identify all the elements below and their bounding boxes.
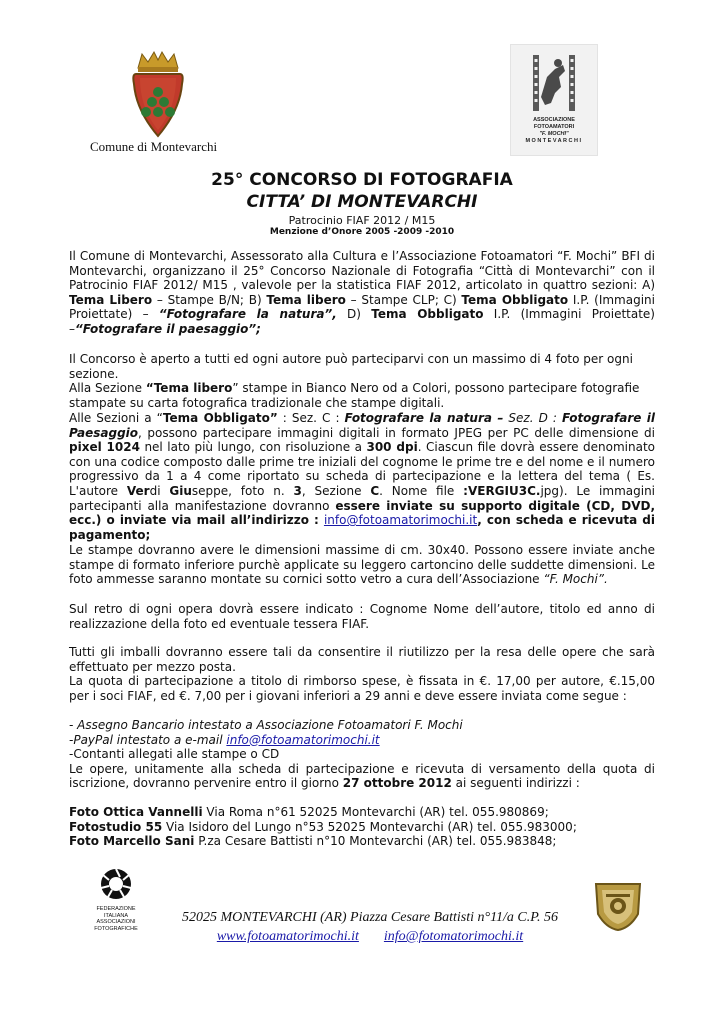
fiaf-text-line: FEDERAZIONE — [96, 906, 136, 912]
footer-address: 52025 MONTEVARCHI (AR) Piazza Cesare Battisti n°11/a C.P. 56 — [181, 910, 559, 925]
address-item: Fotostudio 55 Via Isidoro del Lungo n°53 52025 Montevarchi (AR) tel. 055.983000; — [69, 819, 577, 834]
assoc-logo-line: "F. MOCHI" — [539, 131, 569, 137]
comune-caption: Comune di Montevarchi — [90, 139, 218, 154]
intro-paragraph: Il Comune di Montevarchi, Assessorato alla Cultura e l’Associazione Fotoamatori “F. Mochi” BFI di Montevarchi, organizzano il 25° Concorso Nazionale di Fotografia “Città di Montevarchi” con il Patrocinio FIAF 2012/ M15 , valevole per la statistica FIAF 2012, articolato in quattro sezioni: A) Tema Libero – Stampe B/N; B) Tema libero – Stampe CLP; C) Tema Obbligato I.P. (Immagini Proiettate) – “Fotografare la natura”, D) Tema Obbligato I.P. (Immagini Proiettate) –“Fotografare il paesaggio”; — [69, 249, 655, 336]
fiaf-seal-logo — [590, 876, 646, 932]
assoc-logo-line: MONTEVARCHI — [525, 138, 583, 144]
address-list — [69, 805, 669, 849]
contest-email-link[interactable]: info@fotoamatorimochi.it — [323, 513, 478, 528]
fiaf-logo-left — [84, 866, 148, 938]
address-item: Foto Marcello Sani P.za Cesare Battisti n°10 Montevarchi (AR) tel. 055.983848; — [69, 834, 557, 849]
sections-paragraph: Alle Sezioni a “Tema Obbligato” : Sez. C : Fotografare la natura – Sez. D : Fotografare il Paesaggio, possono partecipare immagini digitali in formato JPEG per PC delle dimensione di pixel 1024 nel lato più lungo, con risoluzione a 300 dpi. Ciascun file dovrà essere denominato con una codice composto dalle prime tre iniziali del cognome le prime tre e del nome e il numero progressivo da 1 a 4 come riportato su scheda di partecipazione e la lettera del tema ( Es. L'autore Verdi Giuseppe, foto n. 3, Sezione C. Nome file :VERGIU3C.jpg). Le immagini partecipanti alla manifestazione dovranno essere inviate su supporto digitale (CD, DVD, ecc.) o inviate via mail all’indirizzo : info@fotoamatorimochi.it, con scheda e ricevuta di pagamento; — [69, 411, 656, 542]
fiaf-text-line: ITALIANA — [103, 912, 129, 919]
association-logo — [510, 44, 598, 156]
paypal-email-link[interactable]: info@fotoamatorimochi.it — [226, 732, 380, 747]
participation-paragraph: Il Concorso è aperto a tutti ed ogni autore può parteciparvi con un massimo di 4 foto per ogni sezione. Alla Sezione “Tema libero” stampe in Bianco Nero od a Colori, possono partecipare fotografie stampate su carta fotografica tradizionale che stampe digitali. — [69, 352, 640, 410]
fiaf-text-line: FOTOGRAFICHE — [94, 925, 138, 932]
fiaf-text-line: ASSOCIAZIONI — [96, 919, 136, 925]
patrocinio-label: Patrocinio FIAF 2012 / M15 — [288, 214, 436, 227]
contest-subtitle: CITTA’ DI MONTEVARCHI — [246, 192, 478, 212]
payment-methods: - Assegno Bancario intestato a Associazione Fotoamatori F. Mochi -PayPal intestato a e-mail info@fotoamatorimochi.it -Contanti allegati alle stampe o CD Le opere, unitamente alla scheda di partecipazione e ricevuta di versamento della quota di iscrizione, dovranno pervenire entro il giorno 27 ottobre 2012 ai seguenti indirizzi : — [69, 718, 655, 791]
back-info-paragraph: Sul retro di ogni opera dovrà essere indicato : Cognome Nome dell’autore, titolo ed anno di realizzazione della foto ed eventuale tessera FIAF. — [69, 602, 655, 631]
contest-title: 25° CONCORSO DI FOTOGRAFIA — [211, 170, 513, 190]
assoc-logo-line: FOTOAMATORI — [533, 124, 575, 130]
footer-links — [150, 929, 590, 945]
footer-email-link[interactable]: info@fotomatorimochi.it — [383, 929, 524, 944]
prints-paragraph: Le stampe dovranno avere le dimensioni massime di cm. 30x40. Possono essere inviate anche stampe di formato inferiore purchè applicate su leggero cartoncino delle suddette dimensioni. Le foto ammesse saranno montate su cornici sotto vetro a cura dell’Associazione “F. Mochi”. — [69, 543, 655, 587]
assoc-logo-line: ASSOCIAZIONE — [533, 117, 575, 123]
comune-coat-of-arms — [128, 50, 188, 140]
fees-paragraph: Tutti gli imballi dovranno essere tali da consentire il riutilizzo per la resa delle opere che sarà effettuato per mezzo posta. La quota di partecipazione a titolo di rimborso spese, è fissata in €. 17,00 per autore, €.15,00 per i soci FIAF, ed €. 7,00 per i giovani inferiori a 29 anni e deve essere inviata come segue : — [69, 645, 655, 703]
menzione-label: Menzione d’Onore 2005 -2009 -2010 — [269, 227, 455, 237]
address-item: Foto Ottica Vannelli Via Roma n°61 52025 Montevarchi (AR) tel. 055.980869; — [69, 805, 549, 819]
website-link[interactable]: www.fotoamatorimochi.it — [216, 929, 359, 944]
